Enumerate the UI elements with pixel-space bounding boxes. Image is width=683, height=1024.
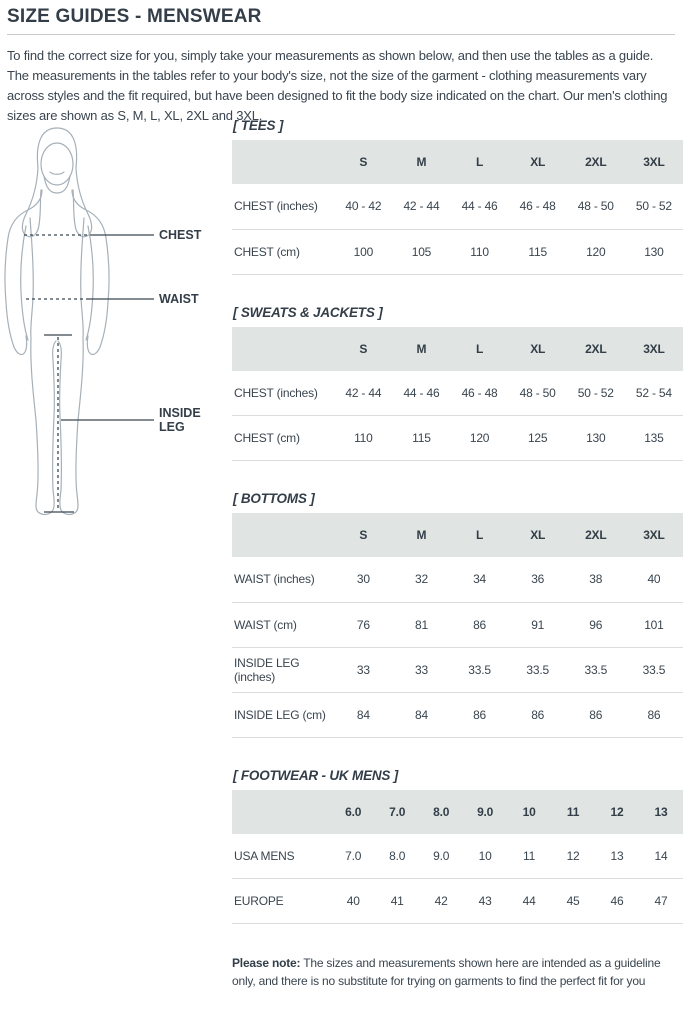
size-cell: 125 (509, 416, 567, 461)
size-cell: 11 (507, 834, 551, 879)
size-cell: 86 (451, 692, 509, 737)
left-arm-inner (21, 226, 28, 340)
table-row (232, 602, 683, 647)
size-column-header: 10 (507, 790, 551, 834)
size-cell: 38 (567, 557, 625, 602)
size-cell: 46 - 48 (509, 184, 567, 229)
size-column-header: 13 (639, 790, 683, 834)
table-row (232, 416, 683, 461)
size-cell: 40 (625, 557, 683, 602)
intro-paragraph: To find the correct size for you, simply take your measurements as shown below, and then use the tables as a guide. The measurements in the tables refer to your body's size, not the size of the garment - clothing measurements vary across styles and the fit required, but have been designed to fit the body size indicated on the chart. Our men's clothing sizes are shown as S, M, L, XL, 2XL and 3XL. (7, 48, 668, 123)
size-column-header: M (392, 327, 450, 371)
size-column-header: L (451, 140, 509, 184)
size-cell: 86 (509, 692, 567, 737)
body-measurement-illustration (2, 120, 232, 572)
row-label: CHEST (inches) (232, 184, 334, 229)
note-label: Please note: (232, 956, 301, 970)
row-label: USA MENS (232, 834, 331, 879)
size-cell: 44 (507, 879, 551, 924)
size-cell: 130 (567, 416, 625, 461)
table-row (232, 647, 683, 692)
size-cell: 7.0 (331, 834, 375, 879)
size-cell: 33 (392, 647, 450, 692)
size-column-header: XL (509, 327, 567, 371)
bottoms-table (232, 513, 683, 738)
size-cell: 81 (392, 602, 450, 647)
size-cell: 135 (625, 416, 683, 461)
table-row (232, 371, 683, 416)
size-cell: 14 (639, 834, 683, 879)
size-cell: 13 (595, 834, 639, 879)
size-column-header: M (392, 140, 450, 184)
size-cell: 76 (334, 602, 392, 647)
inside-leg-label-line1: INSIDE (159, 406, 201, 420)
size-cell: 101 (625, 602, 683, 647)
size-cell: 33.5 (625, 647, 683, 692)
size-cell: 42 - 44 (334, 371, 392, 416)
size-cell: 105 (392, 229, 450, 274)
size-cell: 12 (551, 834, 595, 879)
waist-label: WAIST (159, 292, 199, 306)
header-spacer (232, 327, 334, 371)
size-cell: 34 (451, 557, 509, 602)
tees-section-title: [ TEES ] (233, 118, 284, 133)
size-cell: 110 (334, 416, 392, 461)
size-cell: 120 (451, 416, 509, 461)
right-arm-inner (86, 226, 93, 340)
size-column-header: 7.0 (375, 790, 419, 834)
size-column-header: XL (509, 513, 567, 557)
size-column-header: L (451, 513, 509, 557)
tees-section (232, 118, 683, 275)
size-cell: 50 - 52 (625, 184, 683, 229)
table-row (232, 879, 683, 924)
row-label: WAIST (inches) (232, 557, 334, 602)
size-cell: 46 - 48 (451, 371, 509, 416)
size-cell: 44 - 46 (451, 184, 509, 229)
row-label: WAIST (cm) (232, 602, 334, 647)
size-cell: 100 (334, 229, 392, 274)
page-header (0, 0, 683, 35)
row-label: EUROPE (232, 879, 331, 924)
size-column-header: S (334, 327, 392, 371)
size-cell: 115 (509, 229, 567, 274)
header-spacer (232, 140, 334, 184)
sweats-header-row (232, 327, 683, 371)
table-row (232, 834, 683, 879)
footwear-section (232, 768, 683, 925)
size-cell: 33.5 (451, 647, 509, 692)
bottoms-section-title: [ BOTTOMS ] (233, 491, 315, 506)
footwear-section-title: [ FOOTWEAR - UK MENS ] (233, 767, 399, 783)
size-cell: 48 - 50 (509, 371, 567, 416)
row-label: CHEST (inches) (232, 371, 334, 416)
size-column-header: M (392, 513, 450, 557)
size-cell: 120 (567, 229, 625, 274)
size-cell: 44 - 46 (392, 371, 450, 416)
torso-right-leg (58, 218, 84, 514)
size-column-header: 8.0 (419, 790, 463, 834)
size-cell: 36 (509, 557, 567, 602)
size-cell: 50 - 52 (567, 371, 625, 416)
size-column-header: 2XL (567, 140, 625, 184)
size-cell: 96 (567, 602, 625, 647)
row-label: INSIDE LEG (inches) (232, 647, 334, 692)
header-spacer (232, 513, 334, 557)
guideline-note (232, 954, 683, 990)
bottoms-section (232, 491, 683, 738)
size-cell: 48 - 50 (567, 184, 625, 229)
size-cell: 32 (392, 557, 450, 602)
face-outline (41, 143, 73, 185)
table-row (232, 692, 683, 737)
sweats-jackets-table (232, 327, 683, 462)
size-column-header: 2XL (567, 513, 625, 557)
size-cell: 8.0 (375, 834, 419, 879)
table-row (232, 229, 683, 274)
size-cell: 86 (625, 692, 683, 737)
size-cell: 52 - 54 (625, 371, 683, 416)
table-row (232, 557, 683, 602)
size-cell: 40 (331, 879, 375, 924)
size-cell: 91 (509, 602, 567, 647)
size-cell: 115 (392, 416, 450, 461)
note-text: The sizes and measurements shown here are intended as a guideline only, and there is no substitute for trying on garments to find the perfect fit for you (232, 956, 661, 988)
size-cell: 86 (567, 692, 625, 737)
right-arm-outer (87, 238, 109, 354)
header-spacer (232, 790, 331, 834)
size-column-header: S (334, 140, 392, 184)
size-cell: 47 (639, 879, 683, 924)
size-column-header: 2XL (567, 327, 625, 371)
footwear-table (232, 790, 683, 925)
size-cell: 130 (625, 229, 683, 274)
size-tables-column (232, 118, 683, 990)
size-column-header: S (334, 513, 392, 557)
row-label: CHEST (cm) (232, 229, 334, 274)
size-cell: 30 (334, 557, 392, 602)
footwear-header-row (232, 790, 683, 834)
size-cell: 43 (463, 879, 507, 924)
inside-leg-label-line2: LEG (159, 420, 185, 434)
size-column-header: L (451, 327, 509, 371)
size-cell: 40 - 42 (334, 184, 392, 229)
size-column-header: 3XL (625, 140, 683, 184)
table-row (232, 184, 683, 229)
size-cell: 45 (551, 879, 595, 924)
left-arm-outer (5, 238, 27, 354)
size-cell: 86 (451, 602, 509, 647)
tees-table (232, 140, 683, 275)
row-label: CHEST (cm) (232, 416, 334, 461)
size-column-header: 3XL (625, 513, 683, 557)
size-column-header: 9.0 (463, 790, 507, 834)
page-title: SIZE GUIDES - MENSWEAR (7, 6, 262, 27)
size-cell: 10 (463, 834, 507, 879)
size-cell: 33.5 (567, 647, 625, 692)
size-cell: 84 (392, 692, 450, 737)
size-cell: 33.5 (509, 647, 567, 692)
torso-left-leg (30, 218, 56, 514)
size-column-header: 12 (595, 790, 639, 834)
hair-top (37, 128, 76, 168)
sweats-jackets-section-title: [ SWEATS & JACKETS ] (233, 304, 383, 320)
size-column-header: XL (509, 140, 567, 184)
tees-header-row (232, 140, 683, 184)
bottoms-header-row (232, 513, 683, 557)
size-cell: 41 (375, 879, 419, 924)
size-column-header: 3XL (625, 327, 683, 371)
size-cell: 33 (334, 647, 392, 692)
size-cell: 9.0 (419, 834, 463, 879)
size-cell: 46 (595, 879, 639, 924)
mustache-outline (50, 172, 64, 174)
chest-label: CHEST (159, 228, 202, 242)
body-figure-icon (2, 120, 232, 572)
size-column-header: 11 (551, 790, 595, 834)
size-cell: 84 (334, 692, 392, 737)
size-cell: 42 (419, 879, 463, 924)
row-label: INSIDE LEG (cm) (232, 692, 334, 737)
sweats-jackets-section (232, 305, 683, 462)
size-column-header: 6.0 (331, 790, 375, 834)
size-cell: 110 (451, 229, 509, 274)
size-cell: 42 - 44 (392, 184, 450, 229)
